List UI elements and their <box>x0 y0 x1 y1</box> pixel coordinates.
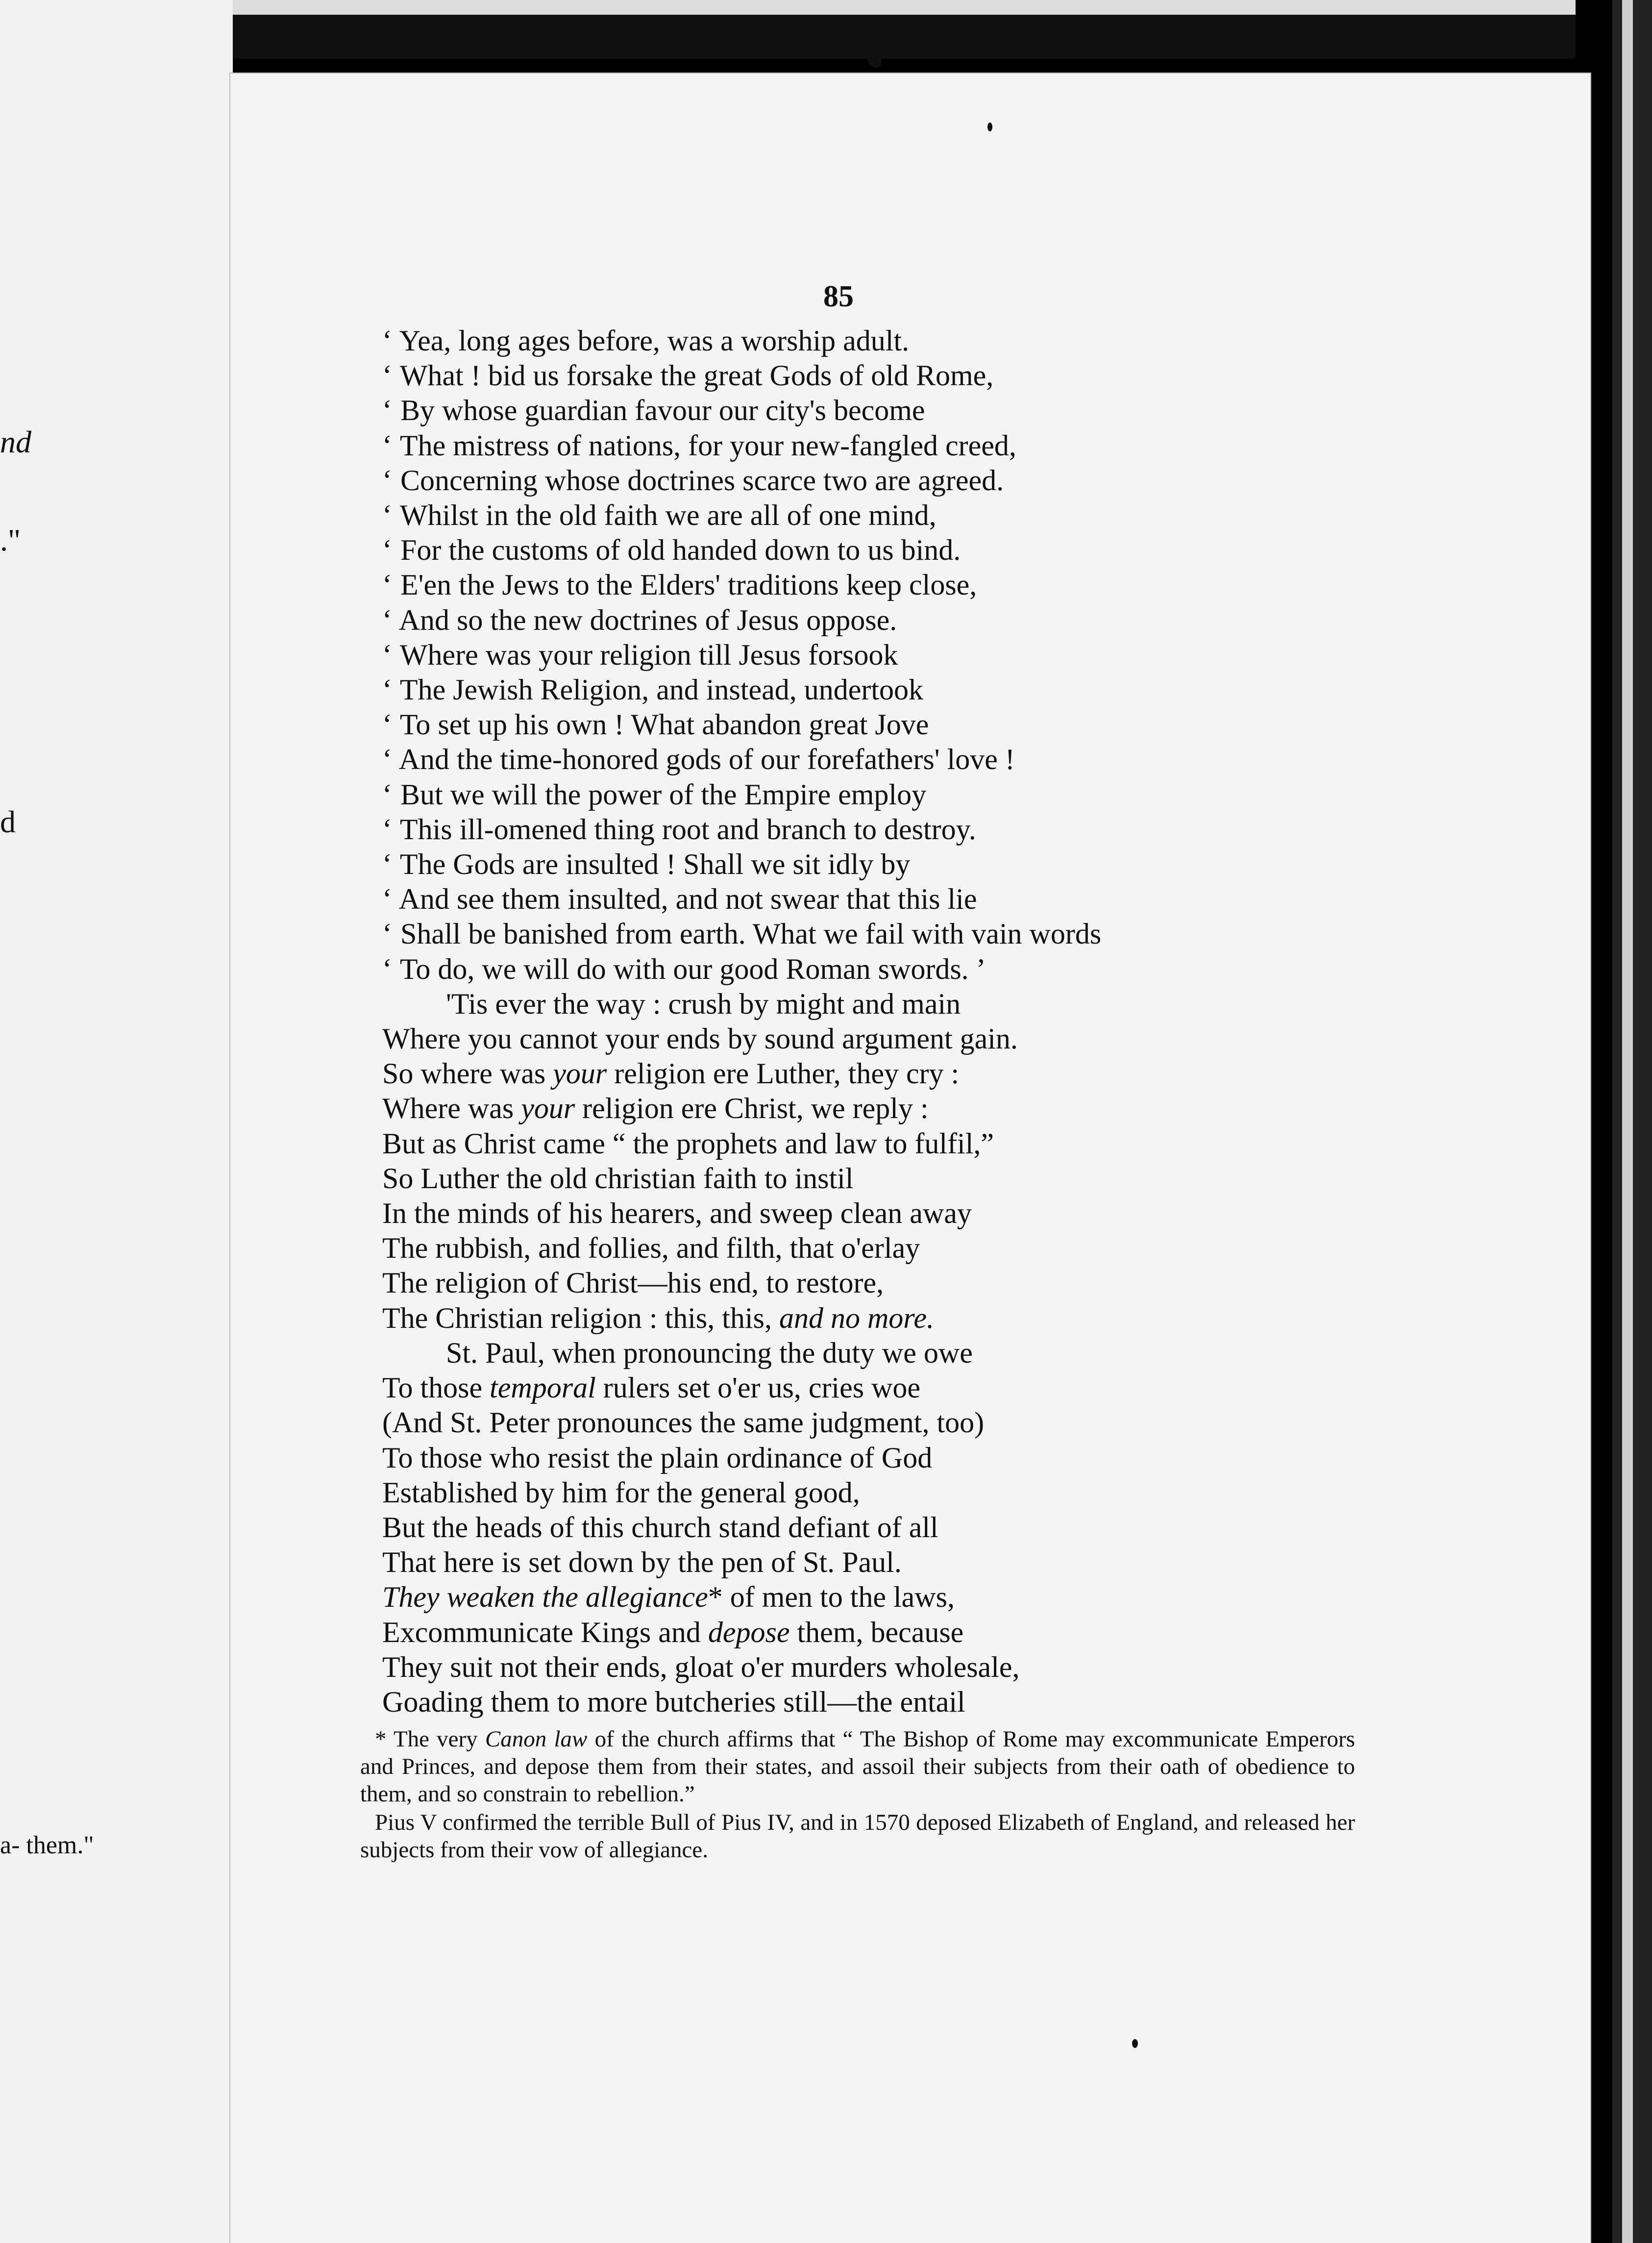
ink-speck <box>1132 2039 1138 2048</box>
verse-line: ‘ Whilst in the old faith we are all of one mind, <box>382 499 937 532</box>
left-fragment: d <box>0 804 16 839</box>
verse-line: They weaken the allegiance* of men to the laws, <box>382 1581 955 1614</box>
verse-line: ‘ But we will the power of the Empire employ <box>382 778 927 811</box>
footnote <box>360 1725 1355 1864</box>
verse-line: In the minds of his hearers, and sweep clean away <box>382 1197 972 1230</box>
verse-line: (And St. Peter pronounces the same judgment, too) <box>382 1406 985 1439</box>
verse-line: ‘ Where was your religion till Jesus forsook <box>382 638 898 671</box>
verse-line: ‘ To do, we will do with our good Roman swords. ’ <box>382 952 986 985</box>
verse-line: ‘ And see them insulted, and not swear that this lie <box>382 883 977 916</box>
verse-line: Where was your religion ere Christ, we reply : <box>382 1092 929 1125</box>
verse-line: ‘ The mistress of nations, for your new-fangled creed, <box>382 429 1016 462</box>
left-page-edge <box>0 0 233 2243</box>
right-page-edge <box>1622 0 1633 2243</box>
verse-line: ‘ Concerning whose doctrines scarce two are agreed. <box>382 464 1004 497</box>
footnote-paragraph: Pius V confirmed the terrible Bull of Pius IV, and in 1570 deposed Elizabeth of England, and released her subjects from their vow of allegiance. <box>360 1810 1355 1863</box>
verse-line: ‘ And so the new doctrines of Jesus oppose. <box>382 603 897 636</box>
ink-speck <box>987 123 992 131</box>
left-fragment: nd <box>0 424 31 459</box>
verse-line: To those temporal rulers set o'er us, cries woe <box>382 1371 921 1404</box>
verse-line: To those who resist the plain ordinance of God <box>382 1441 933 1474</box>
verse-line: So Luther the old christian faith to instil <box>382 1162 854 1195</box>
verse-line: But as Christ came “ the prophets and law to fulfil,” <box>382 1127 994 1160</box>
verse-line: The rubbish, and follies, and filth, that o'erlay <box>382 1232 920 1265</box>
verse-line: ‘ Yea, long ages before, was a worship adult. <box>382 324 910 357</box>
verse-line: ‘ By whose guardian favour our city's become <box>382 394 925 427</box>
verse-line: Established by him for the general good, <box>382 1476 860 1509</box>
verse-line: Where you cannot your ends by sound argument gain. <box>382 1022 1018 1055</box>
verse-line: ‘ This ill-omened thing root and branch to destroy. <box>382 813 976 846</box>
verse-line: So where was your religion ere Luther, they cry : <box>382 1057 960 1090</box>
next-page-edge <box>233 0 1576 15</box>
verse-line: 'Tis ever the way : crush by might and main <box>446 987 961 1020</box>
verse-line: ‘ The Jewish Religion, and instead, undertook <box>382 673 924 706</box>
verse-line: Goading them to more butcheries still—the entail <box>382 1685 965 1718</box>
verse-line: ‘ Shall be banished from earth. What we fail with vain words <box>382 918 1102 950</box>
verse-line: The Christian religion : this, this, and no more. <box>382 1301 935 1334</box>
verse-line: ‘ For the customs of old handed down to us bind. <box>382 534 961 567</box>
verse-line: That here is set down by the pen of St. Paul. <box>382 1546 902 1579</box>
left-fragment: a- them." <box>0 1831 94 1859</box>
page-number: 85 <box>823 280 854 313</box>
verse-line: ‘ To set up his own ! What abandon great Jove <box>382 708 929 741</box>
verse-line: ‘ What ! bid us forsake the great Gods of old Rome, <box>382 359 994 392</box>
verse-line: But the heads of this church stand defiant of all <box>382 1511 938 1544</box>
page-gap <box>233 15 1576 59</box>
verse-line: St. Paul, when pronouncing the duty we owe <box>446 1336 973 1369</box>
verse-line: The religion of Christ—his end, to restore, <box>382 1267 884 1299</box>
verse-line: ‘ The Gods are insulted ! Shall we sit idly by <box>382 848 911 881</box>
verse-line: ‘ And the time-honored gods of our forefathers' love ! <box>382 743 1015 776</box>
verse-line: They suit not their ends, gloat o'er murders wholesale, <box>382 1650 1020 1683</box>
left-fragment: ." <box>0 523 21 557</box>
verse-line: Excommunicate Kings and depose them, because <box>382 1616 964 1648</box>
footnote-paragraph: * The very Canon law of the church affirms that “ The Bishop of Rome may excommunicate Emperors and Princes, and depose them from their states, and assoil their subjects from their oath of obedience to them, and so constrain to rebellion.” <box>360 1726 1356 1807</box>
verse-line: ‘ E'en the Jews to the Elders' traditions keep close, <box>382 569 977 601</box>
poem-body <box>382 324 1509 1720</box>
